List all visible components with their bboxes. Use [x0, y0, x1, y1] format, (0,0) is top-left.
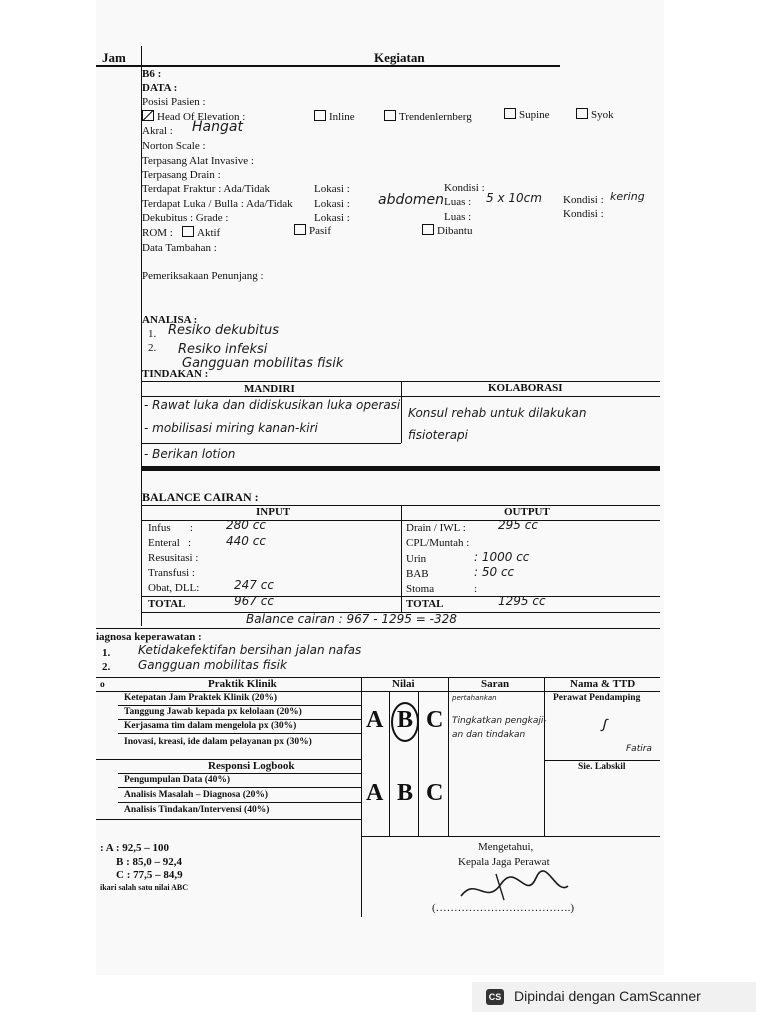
praktik-header: Praktik Klinik — [208, 678, 277, 690]
output-drain-label: Drain / IWL : — [406, 522, 466, 534]
dekubitus-lokasi: Lokasi : — [314, 212, 350, 224]
input-header: INPUT — [256, 506, 291, 518]
eval-header-rule — [96, 691, 660, 692]
kepala-jaga: Kepala Jaga Perawat — [458, 856, 550, 868]
saran-small: pertahankan — [452, 694, 497, 702]
praktik-item-4: Inovasi, kreasi, ide dalam pelayanan px (30%) — [124, 737, 312, 747]
kolaborasi-header: KOLABORASI — [488, 382, 563, 394]
balance-result: Balance cairan : 967 - 1295 = -328 — [246, 612, 457, 626]
output-urin-label: Urin — [406, 553, 427, 565]
terpasang-drain: Terpasang Drain : — [142, 169, 221, 181]
checkbox-icon — [504, 108, 516, 119]
praktik-item-2: Tanggung Jawab kepada px kelolaan (20%) — [124, 707, 302, 717]
mandiri-row-rule — [142, 443, 401, 444]
b6-title: B6 : — [142, 68, 162, 80]
output-header: OUTPUT — [504, 506, 550, 518]
analisa-item-2: Resiko infeksi — [178, 342, 268, 357]
nilai-header: Nilai — [392, 678, 415, 690]
input-total-label: TOTAL — [148, 598, 186, 610]
mengetahui: Mengetahui, — [478, 841, 534, 853]
dekubitus-kondisi: Kondisi : — [563, 208, 604, 220]
eval-bottom-rule — [361, 836, 660, 837]
praktik-rule-2 — [118, 719, 361, 720]
responsi-rule-1 — [118, 787, 361, 788]
tindakan-divider — [401, 381, 402, 443]
responsi-item-2: Analisis Masalah – Diagnosa (20%) — [124, 790, 269, 800]
col-kegiatan: Kegiatan — [374, 50, 425, 65]
output-cpl-label: CPL/Muntah : — [406, 537, 470, 549]
signer-name: Fatira — [626, 744, 652, 754]
mandiri-header: MANDIRI — [244, 383, 295, 395]
fraktur: Terdapat Fraktur : Ada/Tidak — [142, 183, 271, 195]
pos-trendelenburg: Trendenlernberg — [384, 110, 472, 123]
output-stoma-value: : — [474, 583, 478, 595]
analisa-num-2: 2. — [148, 342, 157, 354]
output-stoma-label: Stoma — [406, 583, 435, 595]
mandiri-item-2: - mobilisasi miring kanan-kiri — [144, 421, 318, 435]
scale-c: C : 77,5 – 84,9 — [116, 869, 183, 881]
perawat-pendamping: Perawat Pendamping — [553, 693, 641, 703]
analisa-num-1: 1. — [148, 328, 157, 340]
dekubitus-luas: Luas : — [444, 211, 472, 223]
luka-bulla: Terdapat Luka / Bulla : Ada/Tidak — [142, 198, 293, 210]
scale-b: B : 85,0 – 92,4 — [116, 856, 182, 868]
camscanner-text: Dipindai dengan CamScanner — [514, 988, 701, 1004]
diagnosa-num-1: 1. — [102, 647, 111, 659]
pos-head-elevation: Head Of Elevation : — [142, 110, 245, 123]
output-bab-value: : 50 cc — [474, 565, 515, 579]
data-tambahan: Data Tambahan : — [142, 242, 217, 254]
data-label: DATA : — [142, 82, 178, 94]
posisi-pasien: Posisi Pasien : — [142, 96, 206, 108]
output-drain-value: 295 cc — [498, 518, 538, 532]
praktik-rule-3 — [118, 733, 361, 734]
col-jam: Jam — [102, 50, 126, 65]
mandiri-item-3: - Berikan lotion — [144, 447, 236, 461]
analisa-item-1: Resiko dekubitus — [168, 323, 280, 338]
checkbox-icon — [142, 110, 154, 121]
saran-header: Saran — [481, 678, 510, 690]
responsi-item-3: Analisis Tindakan/Intervensi (40%) — [124, 805, 270, 815]
nama-header: Nama & TTD — [570, 678, 636, 690]
praktik-grade-c: C — [426, 707, 444, 733]
output-bab-label: BAB — [406, 568, 429, 580]
pemeriksaan-penunjang: Pemeriksakaan Penunjang : — [142, 270, 264, 282]
responsi-grade-b: B — [397, 780, 414, 806]
input-obat-value: 247 cc — [234, 578, 274, 592]
kolaborasi-item-1: Konsul rehab untuk dilakukan fisioterapi — [408, 406, 587, 442]
diagnosa-item-1: Ketidakefektifan bersihan jalan nafas — [138, 643, 362, 657]
responsi-bottom-rule — [96, 819, 361, 820]
tindakan-bottom-rule — [142, 466, 660, 471]
praktik-grade-a: A — [366, 707, 384, 733]
scale-note: ikari salah satu nilai ABC — [100, 883, 189, 892]
praktik-item-3: Kerjasama tim dalam mengelola px (30%) — [124, 721, 297, 731]
scale-a: : A : 92,5 – 100 — [100, 842, 170, 854]
praktik-grade-b: B — [397, 707, 414, 733]
diagnosa-item-2: Gangguan mobilitas fisik — [138, 658, 287, 672]
responsi-grade-a: A — [366, 780, 384, 806]
rom-aktif: Aktif — [182, 226, 220, 239]
input-infus-label: Infus : — [148, 522, 193, 534]
grade-b-circle — [391, 702, 419, 742]
signature-pendamping: ꭍ — [600, 716, 606, 735]
camscanner-logo-icon: CS — [486, 989, 504, 1005]
diagnosa-num-2: 2. — [102, 661, 111, 673]
akral-value: Hangat — [192, 119, 243, 135]
responsi-item-1: Pengumpulan Data (40%) — [124, 775, 231, 785]
alat-invasive: Terpasang Alat Invasive : — [142, 155, 254, 167]
input-enteral-label: Enteral : — [148, 537, 192, 549]
saran-text-1: Tingkatkan pengkaji- — [452, 716, 547, 726]
checkbox-icon — [314, 110, 326, 121]
rom-pasif: Pasif — [294, 224, 331, 237]
akral-label: Akral : — [142, 125, 173, 137]
praktik-rule-1 — [118, 705, 361, 706]
fraktur-kondisi: Kondisi : — [444, 182, 485, 194]
saran-text-2: an dan tindakan — [452, 730, 526, 740]
balance-label: BALANCE CAIRAN : — [142, 490, 259, 504]
dekubitus: Dekubitus : Grade : — [142, 212, 229, 224]
luka-lokasi-value: abdomen — [378, 192, 445, 208]
responsi-header-rule — [118, 773, 361, 774]
camscanner-badge — [472, 982, 756, 1012]
input-infus-value: 280 cc — [226, 518, 266, 532]
luka-luas-value: 5 x 10cm — [486, 191, 542, 205]
responsi-grade-c: C — [426, 780, 444, 806]
eval-col-divider-1 — [361, 677, 362, 917]
checkbox-icon — [422, 224, 434, 235]
luka-luas: Luas : — [444, 196, 472, 208]
input-enteral-value: 440 cc — [226, 534, 266, 548]
input-transfusi-label: Transfusi : — [148, 567, 195, 579]
checkbox-icon — [576, 108, 588, 119]
luka-kondisi: Kondisi : — [563, 194, 604, 206]
nama-mid-rule — [544, 760, 660, 761]
luka-lokasi: Lokasi : — [314, 198, 350, 210]
analisa-item-3: Gangguan mobilitas fisik — [182, 356, 344, 371]
eval-col-no: o — [100, 680, 105, 690]
rom-dibantu: Dibantu — [422, 224, 472, 237]
sie-labskil: Sie. Labskil — [578, 762, 626, 772]
document-page — [96, 0, 664, 975]
responsi-header: Responsi Logbook — [208, 760, 295, 772]
eval-col-divider-2 — [389, 691, 390, 836]
luka-kondisi-value: kering — [610, 190, 645, 203]
checkbox-icon — [294, 224, 306, 235]
checkbox-icon — [384, 110, 396, 121]
header-rule — [96, 65, 560, 67]
output-total-value: 1295 cc — [498, 594, 546, 608]
rom-label: ROM : — [142, 227, 173, 239]
pos-syok: Syok — [576, 108, 614, 121]
eval-col-divider-4 — [448, 677, 449, 837]
input-obat-label: Obat, DLL: — [148, 582, 200, 594]
eval-col-divider-5 — [544, 677, 545, 837]
input-total-value: 967 cc — [234, 594, 274, 608]
diagnosa-label: iagnosa keperawatan : — [96, 631, 202, 643]
responsi-rule-2 — [118, 802, 361, 803]
ttd-line: (……………………………….) — [432, 902, 575, 914]
eval-col-divider-3 — [418, 691, 419, 836]
pos-supine: Supine — [504, 108, 550, 121]
checkbox-icon — [182, 226, 194, 237]
output-urin-value: : 1000 cc — [474, 550, 530, 564]
tindakan-label: TINDAKAN : — [142, 368, 209, 380]
analisa-label: ANALISA : — [142, 314, 198, 326]
fraktur-lokasi: Lokasi : — [314, 183, 350, 195]
praktik-item-1: Ketepatan Jam Praktek Klinik (20%) — [124, 693, 278, 703]
mandiri-item-1: - Rawat luka dan didiskusikan luka operasi — [144, 398, 401, 412]
input-resusitasi-label: Resusitasi : — [148, 552, 199, 564]
output-total-label: TOTAL — [406, 598, 444, 610]
diagnosa-top-rule — [96, 628, 660, 629]
total-top-rule — [142, 596, 660, 597]
pos-inline: Inline — [314, 110, 355, 123]
norton-scale: Norton Scale : — [142, 140, 206, 152]
